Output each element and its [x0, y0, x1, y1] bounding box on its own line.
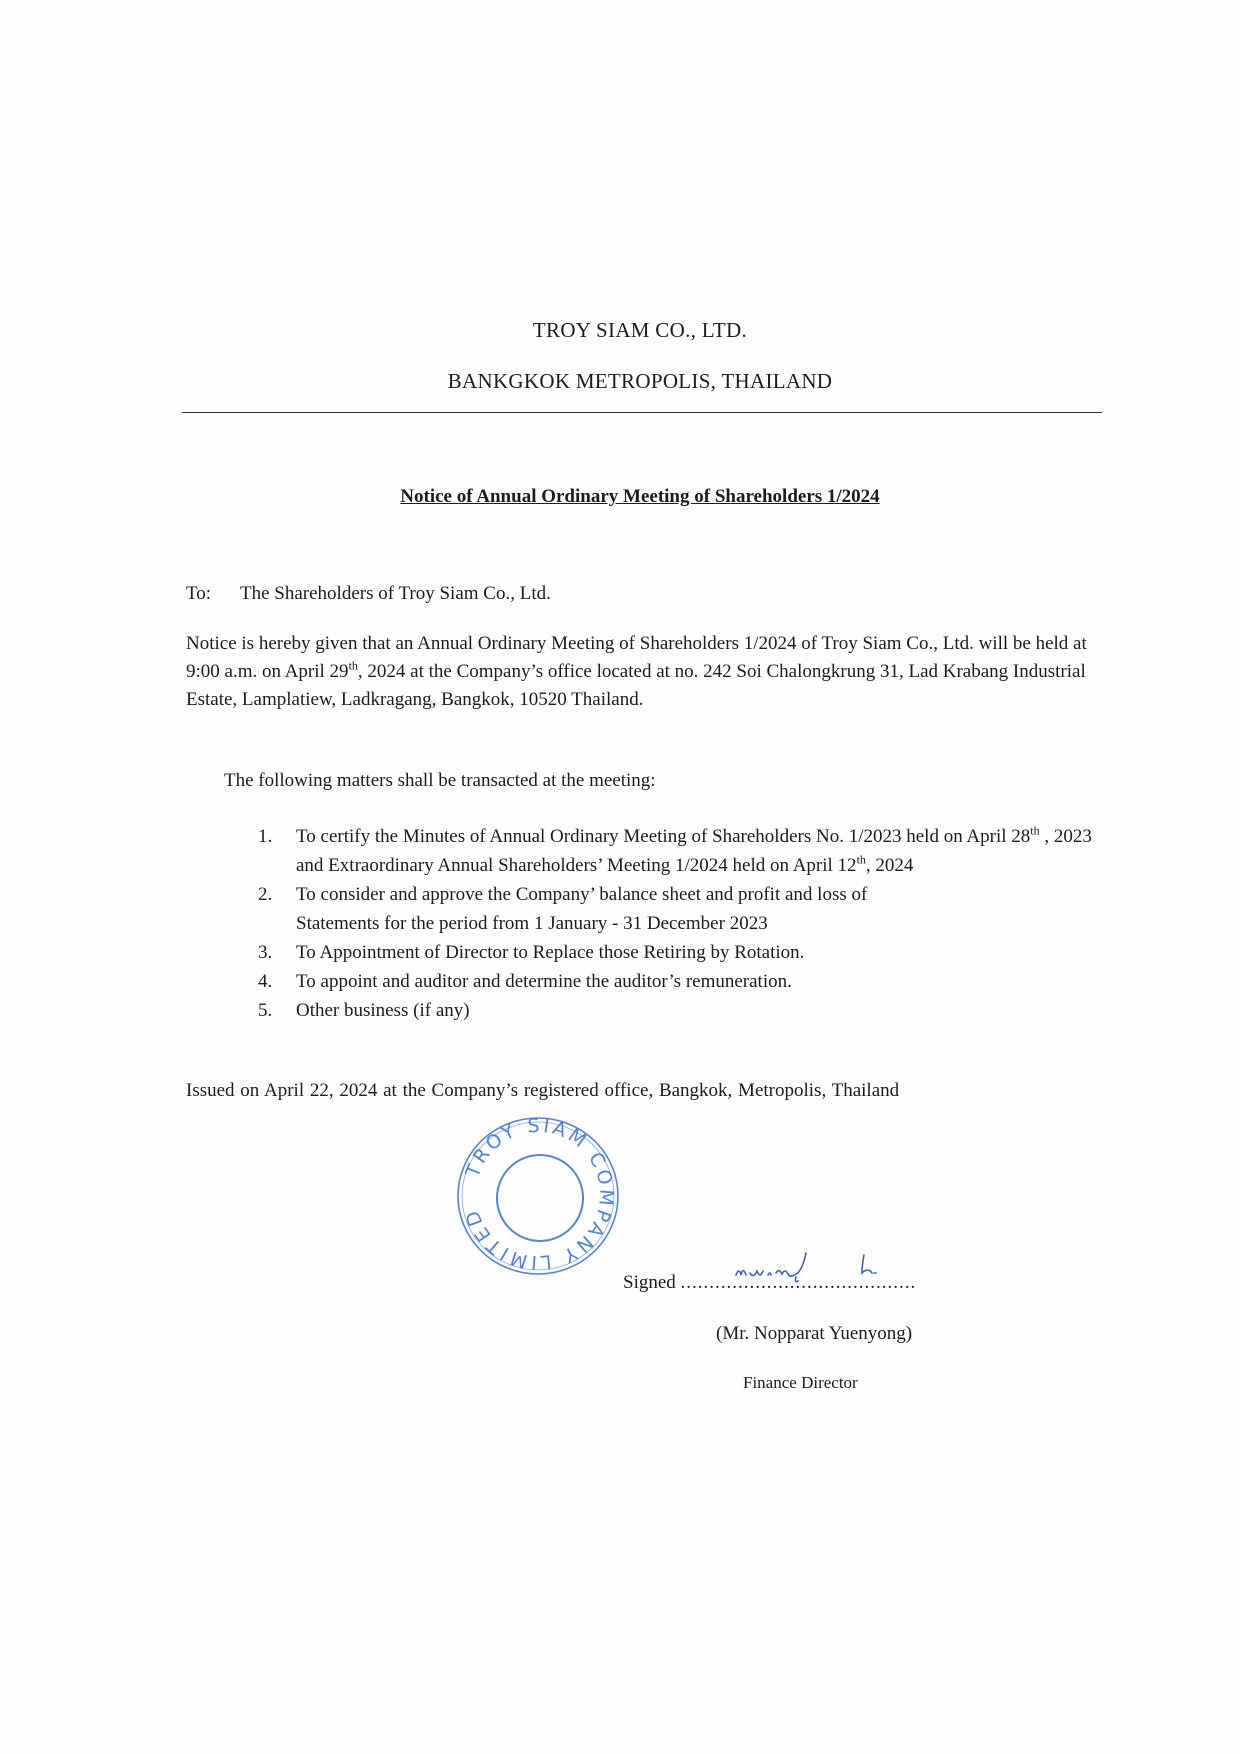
addressee-line	[186, 583, 551, 605]
agenda-item-text: To Appointment of Director to Replace those Retiring by Rotation.	[296, 942, 805, 963]
seal-text: TROY SIAM COMPANY LIMITED	[460, 1114, 618, 1274]
agenda-item	[258, 996, 1108, 1025]
signed-label: Signed	[623, 1272, 676, 1293]
agenda-date-suffix: th	[1030, 823, 1040, 838]
notice-paragraph-part1: Notice is hereby given that an Annual Ordinary Meeting of Shareholders 1/2024 of Troy Siam Co., Ltd. will be held at 9:00 a.m. on April 29	[186, 633, 1087, 682]
agenda-item-text-line1: To consider and approve the Company’ balance sheet and profit and loss of	[296, 884, 868, 905]
notice-paragraph	[186, 630, 1106, 714]
agenda-item-text-part2: , 2023 and Extraordinary Annual Shareholders’ Meeting 1/2024 held on April 12	[296, 826, 1092, 876]
notice-date-suffix: th	[348, 658, 358, 673]
agenda-item	[258, 938, 1108, 967]
agenda-item-number: 1.	[258, 826, 273, 847]
agenda-list	[258, 822, 1108, 1025]
company-seal-stamp	[454, 1110, 622, 1278]
agenda-item-number: 4.	[258, 971, 273, 992]
signature-line	[623, 1272, 916, 1294]
company-location: BANKGKOK METROPOLIS, THAILAND	[447, 369, 833, 393]
agenda-item-text: To appoint and auditor and determine the auditor’s remuneration.	[296, 971, 792, 992]
addressee-text: The Shareholders of Troy Siam Co., Ltd.	[240, 583, 551, 604]
addressee-label: To:	[186, 583, 212, 604]
agenda-item-text: Other business (if any)	[296, 1000, 470, 1021]
issued-statement: Issued on April 22, 2024 at the Company’s registered office, Bangkok, Metropolis, Thailand	[186, 1080, 900, 1101]
agenda-item-number: 2.	[258, 884, 273, 905]
notice-paragraph-part2: , 2024 at the Company’s office located at no. 242 Soi Chalongkrung 31, Lad Krabang Industrial Estate, Lamplatiew, Ladkragang, Bangkok, 10520 Thailand.	[186, 661, 1086, 710]
agenda-item	[258, 880, 1108, 938]
svg-text:TROY SIAM COMPANY LIMITED	[461, 1115, 618, 1274]
signer-name: (Mr. Nopparat Yuenyong)	[716, 1323, 913, 1344]
signature-dots: .........................................	[680, 1272, 917, 1293]
header-divider	[182, 412, 1102, 413]
agenda-date-suffix: th	[856, 852, 866, 867]
agenda-item	[258, 967, 1108, 996]
agenda-item-text-line2: Statements for the period from 1 January - 31 December 2023	[296, 913, 768, 934]
company-name: TROY SIAM CO., LTD.	[532, 318, 748, 342]
agenda-item-number: 5.	[258, 1000, 273, 1021]
agenda-item	[258, 822, 1108, 880]
notice-title: Notice of Annual Ordinary Meeting of Shareholders 1/2024	[400, 486, 880, 507]
matters-intro: The following matters shall be transacted at the meeting:	[224, 770, 656, 791]
agenda-item-text-part1: To certify the Minutes of Annual Ordinary Meeting of Shareholders No. 1/2023 held on April 28	[296, 826, 1031, 847]
agenda-item-text-part3: , 2024	[865, 855, 914, 876]
agenda-item-number: 3.	[258, 942, 273, 963]
signer-title: Finance Director	[743, 1373, 858, 1392]
